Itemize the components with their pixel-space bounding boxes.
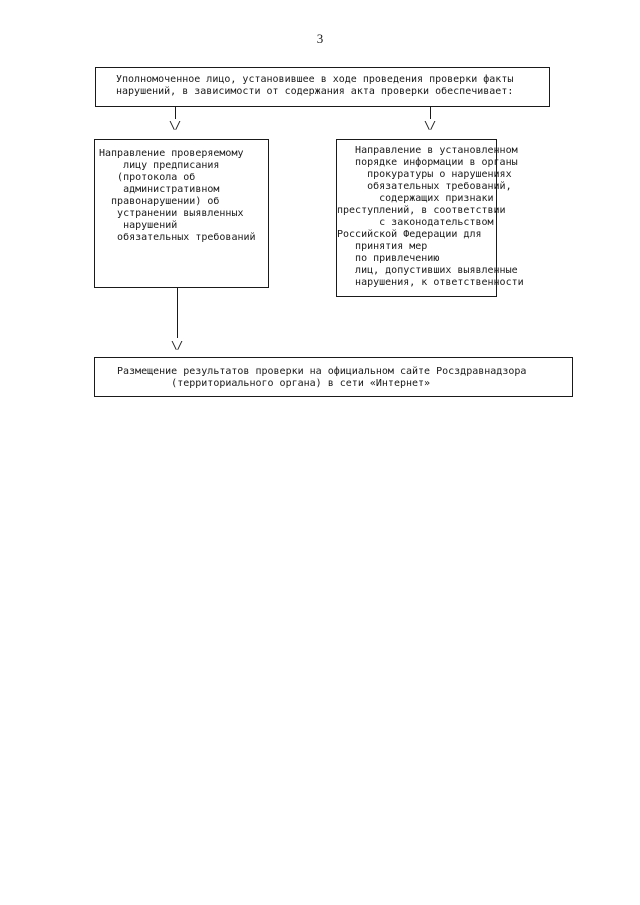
page-number: 3 (316, 31, 324, 46)
flow-box-order-to-inspected: Направление проверяемому лицу предписания (протокола об административном правонарушении) об устранении выявленных нарушений обязательных требований (94, 139, 269, 288)
flow-box-responsible-person: Уполномоченное лицо, установившее в ходе проведения проверки факты нарушений, в зависимости от содержания акта проверки обеспечивает: (95, 67, 550, 107)
flow-box-publish-results: Размещение результатов проверки на официальном сайте Росздравнадзора (территориального органа) в сети «Интернет» (94, 357, 573, 397)
connector-left-bottom (177, 288, 178, 338)
arrow-down-icon: \/ (169, 119, 181, 132)
flow-box-info-to-prosecutor: Направление в установленном порядке информации в органы прокуратуры о нарушениях обязательных требований, содержащих признаки преступлений, в соответствии с законодательством Российской Федерации для принятия мер по привлечению лиц, допустивших выявленные нарушения, к ответственности (336, 139, 497, 297)
arrow-down-icon: \/ (424, 119, 436, 132)
arrow-down-icon: \/ (171, 339, 183, 352)
connector-top-right (430, 107, 431, 119)
connector-top-left (175, 107, 176, 119)
